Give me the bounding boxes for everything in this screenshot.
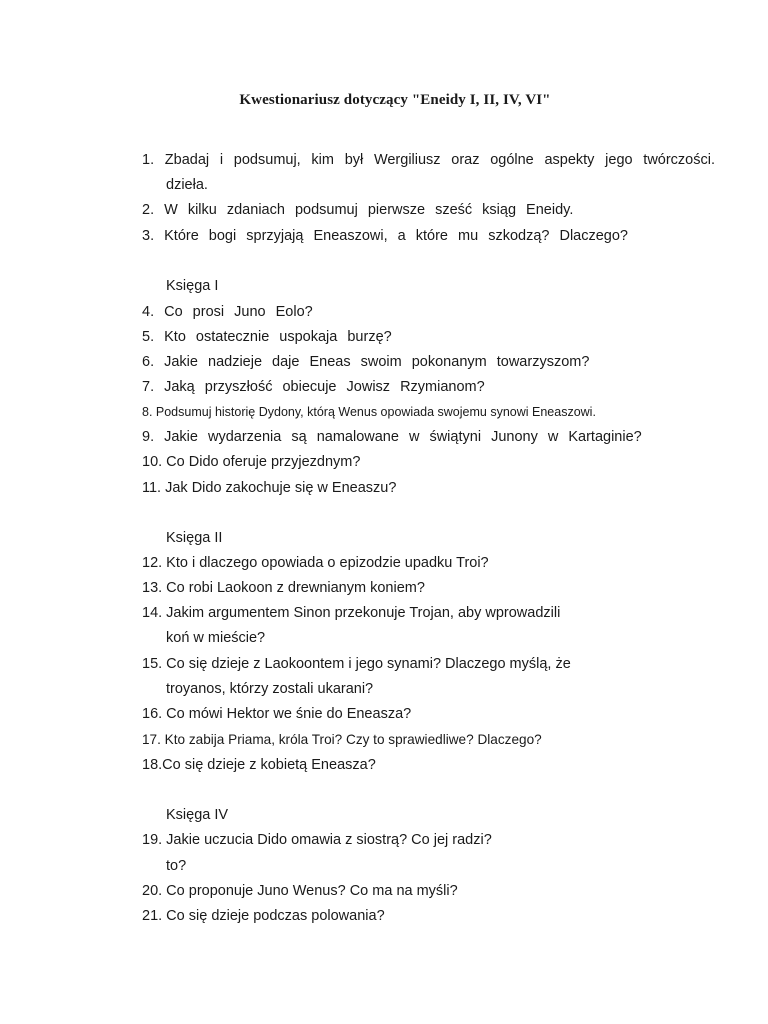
question-1-continuation: dzieła.: [166, 177, 208, 193]
section-heading-book-2: Księga II: [166, 530, 223, 546]
question-11: 11. Jak Dido zakochuje się w Eneaszu?: [142, 480, 397, 496]
question-1: 1. Zbadaj i podsumuj, kim był Wergiliusz oraz ogólne aspekty jego twórczości.: [142, 152, 715, 168]
question-20: 20. Co proponuje Juno Wenus? Co ma na myśli?: [142, 883, 458, 899]
question-17: 17. Kto zabija Priama, króla Troi? Czy to sprawiedliwe? Dlaczego?: [142, 732, 542, 747]
question-14: 14. Jakim argumentem Sinon przekonuje Trojan, aby wprowadzili: [142, 605, 561, 621]
question-15-continuation: troyanos, którzy zostali ukarani?: [166, 681, 374, 697]
question-19: 19. Jakie uczucia Dido omawia z siostrą? Co jej radzi?: [142, 832, 492, 848]
question-10: 10. Co Dido oferuje przyjezdnym?: [142, 454, 361, 470]
question-14-continuation: koń w mieście?: [166, 630, 266, 646]
question-2: 2. W kilku zdaniach podsumuj pierwsze sześć ksiąg Eneidy.: [142, 202, 574, 218]
document-title: Kwestionariusz dotyczący "Eneidy I, II, IV, VI": [239, 92, 551, 108]
question-19-continuation: to?: [166, 858, 187, 874]
question-15: 15. Co się dzieje z Laokoontem i jego synami? Dlaczego myślą, że: [142, 656, 571, 672]
question-16: 16. Co mówi Hektor we śnie do Eneasza?: [142, 706, 412, 722]
question-4: 4. Co prosi Juno Eolo?: [142, 304, 313, 320]
question-18: 18.Co się dzieje z kobietą Eneasza?: [142, 757, 376, 773]
question-3: 3. Które bogi sprzyjają Eneaszowi, a które mu szkodzą? Dlaczego?: [142, 228, 628, 244]
section-heading-book-4: Księga IV: [166, 807, 229, 823]
question-9: 9. Jakie wydarzenia są namalowane w świątyni Junony w Kartaginie?: [142, 429, 642, 445]
question-6: 6. Jakie nadzieje daje Eneas swoim pokonanym towarzyszom?: [142, 354, 590, 370]
section-heading-book-1: Księga I: [166, 278, 219, 294]
question-8: 8. Podsumuj historię Dydony, którą Wenus opowiada swojemu synowi Eneaszowi.: [142, 405, 596, 419]
question-7: 7. Jaką przyszłość obiecuje Jowisz Rzymianom?: [142, 379, 485, 395]
question-21: 21. Co się dzieje podczas polowania?: [142, 908, 385, 924]
question-5: 5. Kto ostatecznie uspokaja burzę?: [142, 329, 392, 345]
question-12: 12. Kto i dlaczego opowiada o epizodzie upadku Troi?: [142, 555, 489, 571]
question-13: 13. Co robi Laokoon z drewnianym koniem?: [142, 580, 425, 596]
